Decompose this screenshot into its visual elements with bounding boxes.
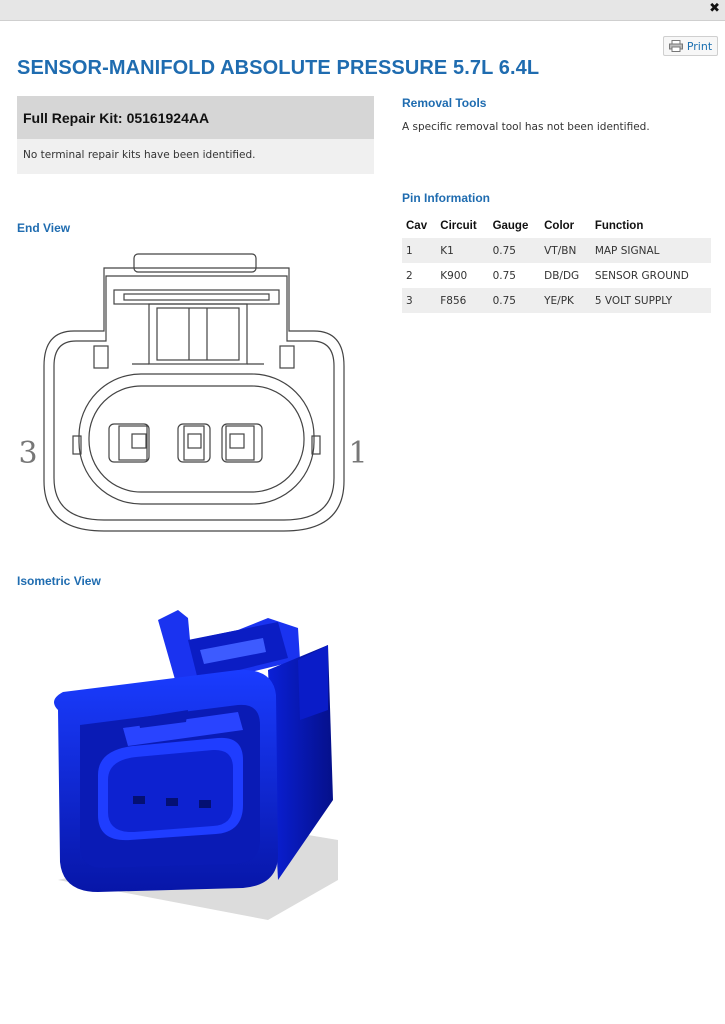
close-icon[interactable]: ✖: [709, 1, 720, 16]
pin-table: [402, 214, 711, 313]
end-view-heading: End View: [17, 221, 71, 235]
printer-icon: [669, 40, 683, 52]
table-row: [402, 238, 711, 263]
cell-gauge: 0.75: [492, 294, 516, 307]
repair-kit-label: Full Repair Kit:: [23, 109, 123, 126]
page-title: SENSOR-MANIFOLD ABSOLUTE PRESSURE 5.7L 6.4L: [17, 57, 540, 79]
cell-cav: 2: [406, 269, 413, 282]
pin-label-1: 1: [348, 436, 368, 471]
column-header-color: Color: [544, 220, 575, 232]
window-titlebar: [0, 0, 725, 21]
removal-tools-text: A specific removal tool has not been identified.: [402, 121, 650, 133]
cell-cav: 3: [406, 294, 413, 307]
repair-kit-panel: [17, 96, 374, 174]
print-label: Print: [686, 39, 713, 53]
cell-function: MAP SIGNAL: [594, 244, 660, 257]
column-header-cav: Cav: [406, 220, 428, 232]
table-row: [402, 288, 711, 313]
terminal-kit-note: No terminal repair kits have been identified.: [23, 149, 256, 161]
isometric-connector-image: [38, 600, 358, 945]
cell-cav: 1: [406, 244, 413, 257]
print-button[interactable]: [663, 36, 718, 56]
cell-function: SENSOR GROUND: [594, 269, 689, 282]
cell-function: 5 VOLT SUPPLY: [594, 294, 673, 307]
repair-kit-header: [17, 96, 374, 139]
pin-label-3: 3: [18, 436, 38, 471]
cell-circuit: K1: [440, 244, 454, 257]
isometric-view-heading: Isometric View: [17, 574, 101, 588]
cell-gauge: 0.75: [492, 269, 516, 282]
cell-color: YE/PK: [544, 294, 574, 307]
pin-information-heading: Pin Information: [402, 191, 490, 205]
cell-circuit: F856: [440, 294, 467, 307]
column-header-gauge: Gauge: [492, 220, 529, 232]
column-header-function: Function: [594, 220, 644, 232]
removal-tools-heading: Removal Tools: [402, 96, 487, 110]
repair-kit-part-number[interactable]: 05161924AA: [126, 109, 210, 126]
column-header-circuit: Circuit: [440, 220, 477, 232]
cell-color: VT/BN: [544, 244, 577, 257]
cell-gauge: 0.75: [492, 244, 516, 257]
cell-color: DB/DG: [544, 269, 580, 282]
end-view-diagram: [14, 246, 374, 546]
table-row: [402, 263, 711, 288]
pin-table-header-row: [402, 214, 711, 238]
cell-circuit: K900: [440, 269, 468, 282]
